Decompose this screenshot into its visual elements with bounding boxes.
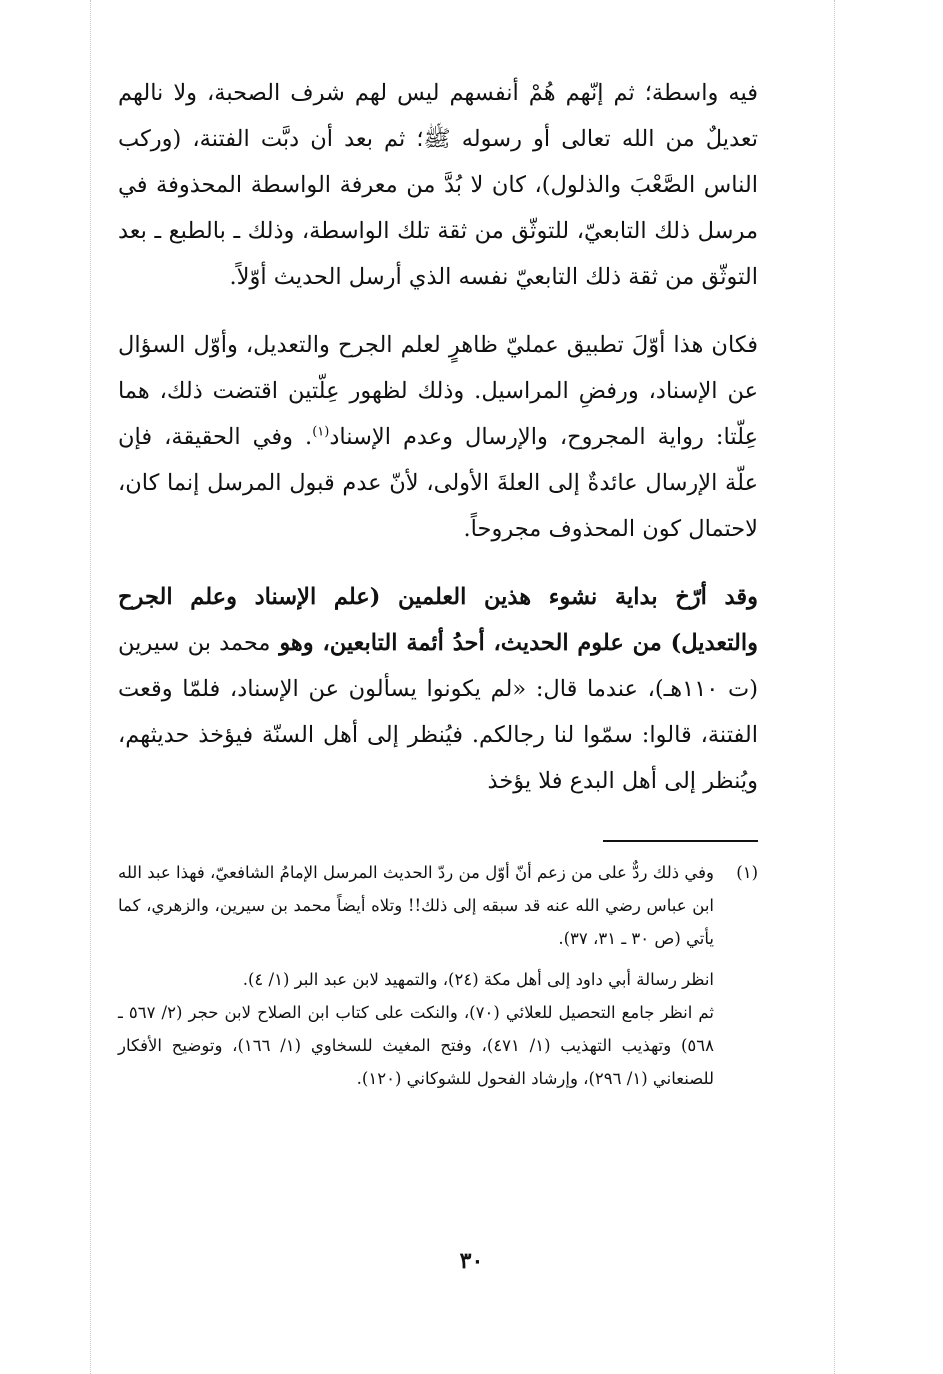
footnote-ref[interactable]: (١): [312, 424, 330, 440]
footnote-1: [118, 856, 758, 955]
paragraph-1: فيه واسطة؛ ثم إنّهم هُمْ أنفسهم ليس لهم شرف الصحبة، ولا نالهم تعديلٌ من الله تعالى أو رسوله ﷺ؛ ثم بعد أن دبَّت الفتنة، (وركب الناس الصَّعْبَ والذلول)، كان لا بُدَّ من معرفة الواسطة المحذوفة في مرسل ذلك التابعيّ، للتوثّق من ثقة تلك الواسطة، وذلك ـ بالطبع ـ بعد التوثّق من ثقة ذلك التابعيّ نفسه الذي أرسل الحديث أوّلاً.: [118, 80, 758, 290]
paragraph-3-bold: وقد أرّخ بداية نشوء هذين العلمين (علم الإسناد وعلم الجرح والتعديل) من علوم الحديث، أحدُ أئمة التابعين، وهو: [118, 584, 758, 656]
paragraph-2-tail: . وفي الحقيقة، فإن علّة الإرسال عائدةٌ إلى العلةَ الأولى، لأنّ عدم قبول المرسل إنما كان، لاحتمال كون المحذوف مجروحاً.: [118, 424, 758, 542]
left-margin-guide: [90, 0, 91, 1374]
footnote-refs-2: ثم انظر جامع التحصيل للعلائي (٧٠)، والنكت على كتاب ابن الصلاح لابن حجر (٢/ ٥٦٧ ـ ٥٦٨) وتهذيب التهذيب (١/ ٤٧١)، وفتح المغيث للسخاوي (١/ ١٦٦)، وتوضيح الأفكار للصنعاني (١/ ٢٩٦)، وإرشاد الفحول للشوكاني (١٢٠).: [118, 1003, 714, 1088]
paragraph-2: [118, 322, 758, 552]
page-number: ٣٠: [459, 1248, 484, 1274]
footnote-number: (١): [736, 863, 758, 882]
footnote-refs-1: انظر رسالة أبي داود إلى أهل مكة (٢٤)، والتمهيد لابن عبد البر (١/ ٤).: [242, 970, 714, 989]
footnote-separator: [603, 840, 758, 842]
footnote-text: وفي ذلك ردٌّ على من زعم أنّ أوّل من ردّ الحديث المرسل الإمامُ الشافعيّ، فهذا عبد الله ابن عباس رضي الله عنه قد سبقه إلى ذلك!! وتلاه أيضاً محمد بن سيرين، والزهري، كما يأتي (ص ٣٠ ـ ٣١، ٣٧).: [118, 863, 714, 948]
paragraph-2-text: فكان هذا أوّلَ تطبيق عمليّ ظاهرٍ لعلم الجرح والتعديل، وأوّل السؤال عن الإسناد، ورفضِ المراسيل. وذلك لظهور عِلّتين اقتضت ذلك، هما عِلّتا: رواية المجروح، والإرسال وعدم الإسناد: [118, 332, 758, 450]
page-content: [118, 70, 758, 1095]
paragraph-3: [118, 574, 758, 804]
footnotes: [118, 856, 758, 1095]
paragraph-3-tail: محمد بن سيرين (ت ١١٠هـ)، عندما قال: «لم يكونوا يسألون عن الإسناد، فلمّا وقعت الفتنة، قالوا: سمّوا لنا رجالكم. فيُنظر إلى أهل السنّة فيؤخذ حديثهم، ويُنظر إلى أهل البدع فلا يؤخذ: [118, 630, 758, 794]
right-margin-guide: [834, 0, 835, 1374]
